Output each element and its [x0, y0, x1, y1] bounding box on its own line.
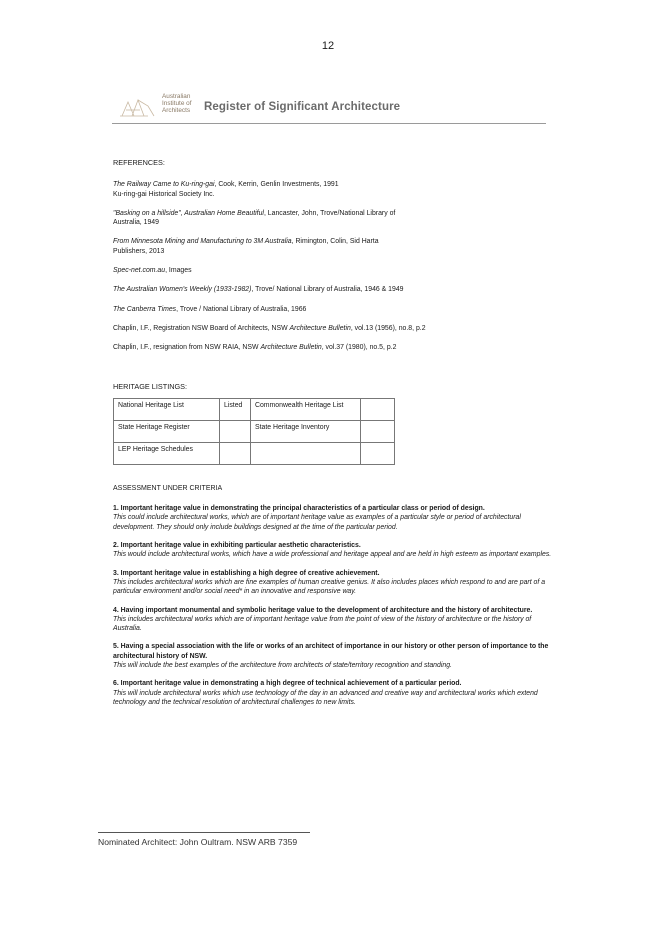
heritage-heading: HERITAGE LISTINGS:: [113, 381, 188, 391]
header: [112, 92, 546, 126]
criterion-item: [113, 569, 553, 597]
reference-item: "Basking on a hillside", Australian Home Beautiful, Lancaster, John, Trove/National Library of Australia, 1949: [113, 209, 396, 227]
criterion-description: This will include the best examples of the architecture from architects of state/territory recognition and standing.: [113, 662, 452, 670]
table-cell: [361, 420, 395, 442]
reference-item: The Canberra Times, Trove / National Library of Australia, 1966: [113, 305, 307, 313]
reference-item: Chaplin, I.F., resignation from NSW RAIA, NSW Architecture Bulletin, vol.37 (1980), no.5, p.2: [113, 344, 397, 352]
criterion-item: [113, 606, 553, 634]
criterion-title: 3. Important heritage value in establishing a high degree of creative achievement.: [113, 569, 380, 577]
table-cell: [361, 442, 395, 464]
table-cell: LEP Heritage Schedules: [114, 442, 220, 464]
reference-item: The Railway Came to Ku-ring-gai, Cook, Kerrin, Genlin Investments, 1991 Ku-ring-gai Historical Society Inc.: [113, 181, 339, 198]
criterion-description: This includes architectural works which are of important heritage value from the point of view of the history of architecture or the history of Australia.: [113, 615, 532, 633]
footer-nominated-architect: Nominated Architect: John Oultram. NSW ARB 7359: [98, 837, 298, 847]
register-title: Register of Significant Architecture: [204, 101, 401, 113]
criterion-description: This includes architectural works which are fine examples of human creative genius. It also includes places which respond to and are part of a particular environment and/or social need* in an innovative and responsive way.: [113, 578, 546, 596]
criterion-title: 6. Important heritage value in demonstrating a high degree of technical achievement of a particular period.: [113, 680, 462, 688]
table-cell: Commonwealth Heritage List: [251, 398, 361, 420]
table-cell: [361, 398, 395, 420]
criterion-title: 1. Important heritage value in demonstrating the principal characteristics of a particular class or period of design.: [113, 505, 485, 513]
org-line: Australian: [162, 93, 191, 100]
criterion-item: [113, 504, 553, 532]
org-name: [162, 93, 192, 114]
table-cell: National Heritage List: [114, 398, 220, 420]
reference-item: From Minnesota Mining and Manufacturing to 3M Australia, Rimington, Colin, Sid Harta Publishers, 2013: [113, 238, 379, 255]
criterion-title: 4. Having important monumental and symbolic heritage value to the development of architecture and the history of architecture.: [113, 606, 533, 614]
criterion-item: [113, 541, 553, 560]
criterion-item: [113, 642, 553, 670]
criterion-description: This could include architectural works, which are of important heritage value as examples of a particular style or period of architectural development. They should only include buildings designed at the time of the particular period.: [113, 514, 521, 531]
org-line: Institute of: [162, 100, 192, 107]
reference-item: Chaplin, I.F., Registration NSW Board of Architects, NSW Architecture Bulletin, vol.13 (1956), no.8, p.2: [113, 324, 426, 332]
table-cell: [251, 442, 361, 464]
document-body: [113, 158, 553, 716]
table-row: [114, 442, 395, 464]
table-row: [114, 398, 395, 420]
criterion-title: 2. Important heritage value in exhibiting particular aesthetic characteristics.: [113, 542, 361, 550]
reference-item: The Australian Women's Weekly (1933-1982), Trove/ National Library of Australia, 1946 & 1949: [113, 286, 404, 294]
org-line: Architects: [162, 107, 191, 114]
footer-divider: [98, 832, 310, 833]
criterion-title: 5. Having a special association with the life or works of an architect of importance in our history or other person of importance to the architectural history of NSW.: [113, 643, 549, 660]
criterion-description: This will include architectural works which use technology of the day in an advanced and creative way and architectural works which extend technology and the technical resolution of architectural challenges to new limits.: [113, 689, 538, 706]
table-cell: [220, 420, 251, 442]
header-divider: [112, 123, 546, 124]
table-row: [114, 420, 395, 442]
reference-item: Spec-net.com.au, Images: [113, 267, 192, 275]
heritage-table: [113, 398, 395, 465]
page-number: 12: [321, 40, 335, 52]
table-cell: Listed: [220, 398, 251, 420]
table-cell: [220, 442, 251, 464]
table-cell: State Heritage Register: [114, 420, 220, 442]
table-cell: State Heritage Inventory: [251, 420, 361, 442]
criteria-heading: ASSESSMENT UNDER CRITERIA: [113, 484, 223, 492]
aia-logo: [118, 94, 166, 120]
criterion-item: [113, 679, 553, 707]
criterion-description: This would include architectural works, which have a wide professional and heritage appeal and are held in high esteem as important examples.: [113, 551, 552, 559]
references-heading: REFERENCES:: [113, 158, 165, 167]
